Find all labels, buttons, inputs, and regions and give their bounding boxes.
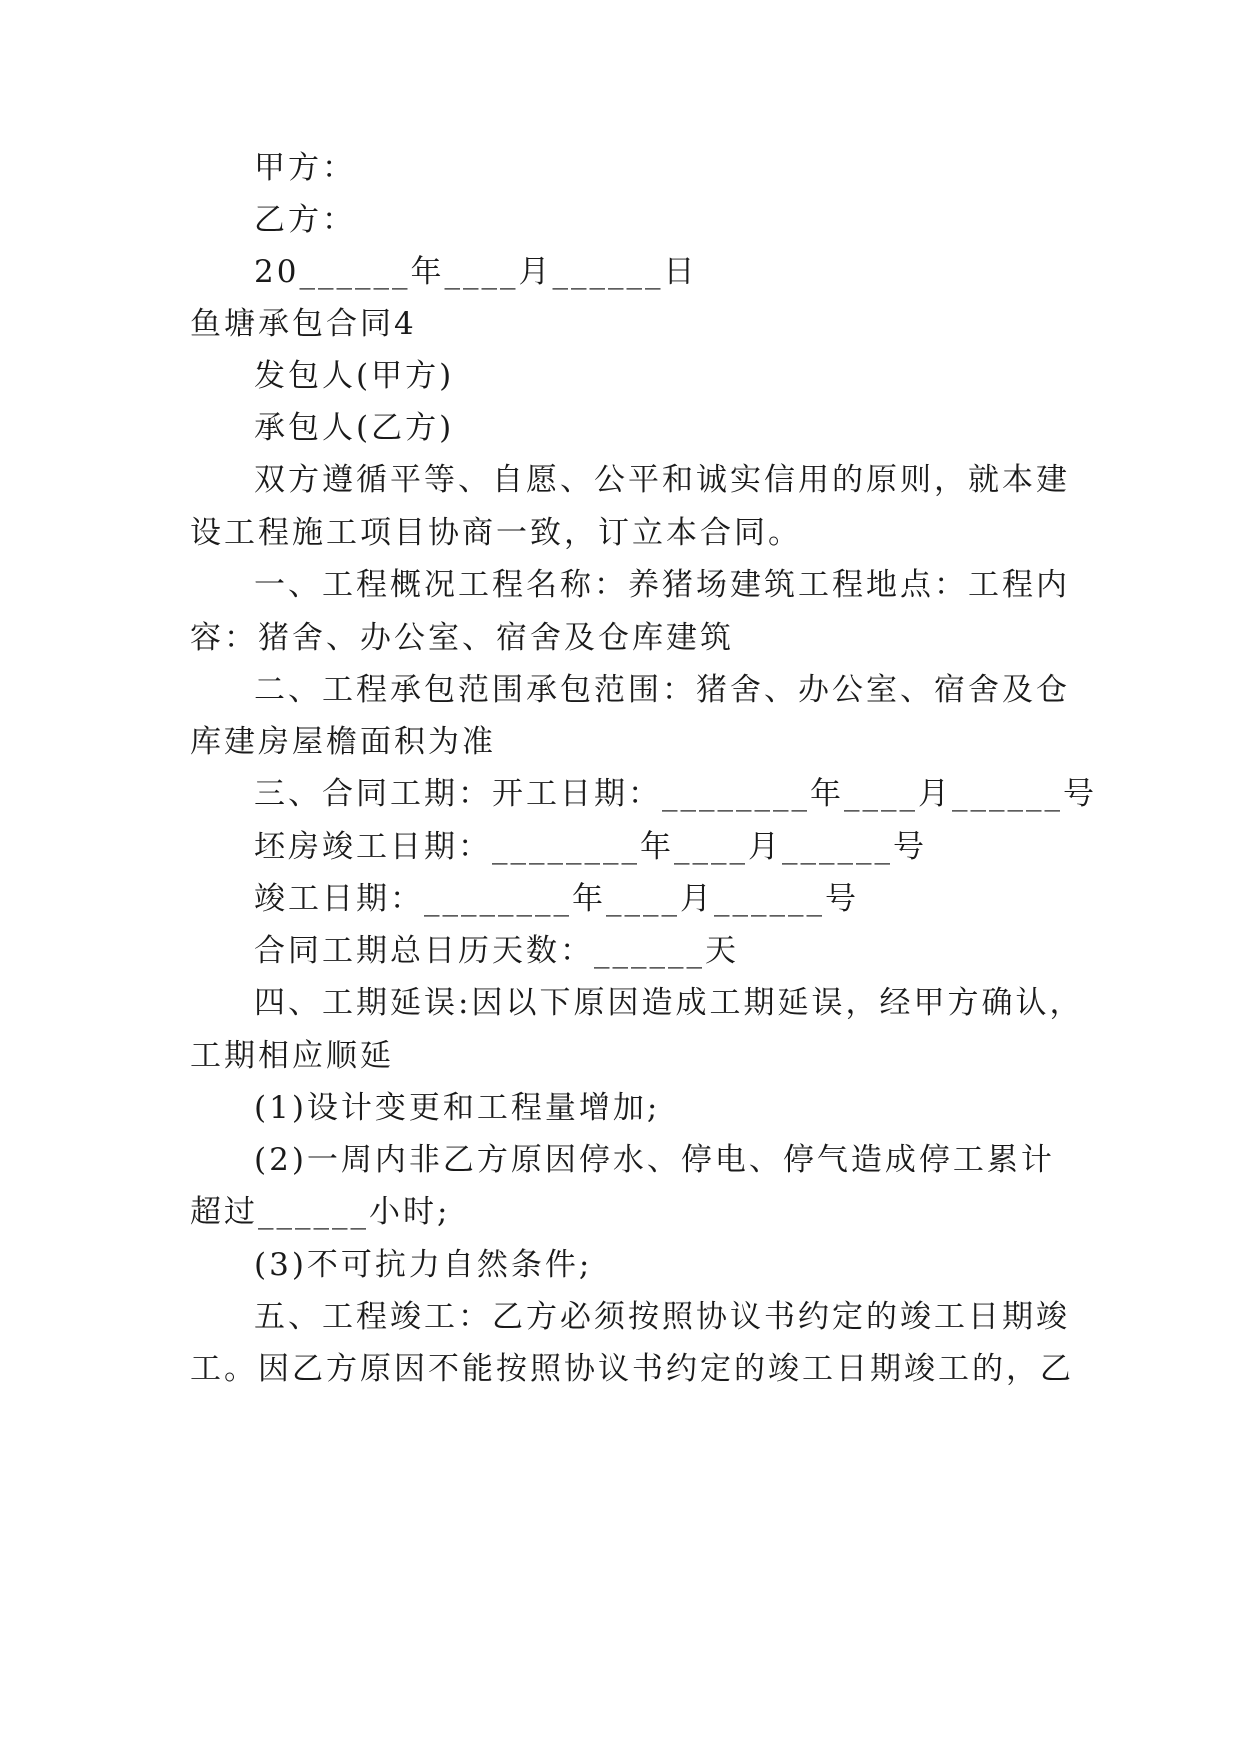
- party-a-line: 甲方：: [254, 150, 356, 186]
- paragraph-text: 设工程施工项目协商一致，订立本合同。: [190, 515, 802, 551]
- paragraph-text: 二、工程承包范围承包范围：猪舍、办公室、宿舍及仓: [254, 672, 1070, 708]
- paragraph-text: 四、工期延误:因以下原因造成工期延误，经甲方确认，: [254, 985, 1084, 1021]
- paragraph-text: 一、工程概况工程名称：养猪场建筑工程地点：工程内: [254, 567, 1070, 603]
- contractor-line: 承包人(乙方): [254, 410, 455, 446]
- contractor-issuer-line: 发包人(甲方): [254, 358, 455, 394]
- party-b-line: 乙方：: [254, 202, 356, 238]
- total-days-line: 合同工期总日历天数：______天: [254, 933, 739, 969]
- list-item: (2)一周内非乙方原因停水、停电、停气造成停工累计: [254, 1142, 1055, 1178]
- date-line: 20______年____月______日: [254, 254, 698, 290]
- list-item-continuation: 超过______小时;: [190, 1194, 451, 1230]
- section-title: 鱼塘承包合同4: [190, 306, 417, 342]
- start-date-line: 三、合同工期：开工日期：________年____月______号: [254, 776, 1097, 812]
- list-item: (1)设计变更和工程量增加;: [254, 1090, 661, 1126]
- paragraph-text: 库建房屋檐面积为准: [190, 724, 496, 760]
- shell-completion-date-line: 坯房竣工日期：________年____月______号: [254, 829, 927, 865]
- paragraph-text: 双方遵循平等、自愿、公平和诚实信用的原则，就本建: [254, 462, 1070, 498]
- completion-date-line: 竣工日期：________年____月______号: [254, 881, 859, 917]
- paragraph-text: 工。因乙方原因不能按照协议书约定的竣工日期竣工的，乙: [190, 1351, 1074, 1387]
- paragraph-text: 工期相应顺延: [190, 1038, 394, 1074]
- paragraph-text: 容：猪舍、办公室、宿舍及仓库建筑: [190, 620, 734, 656]
- paragraph-text: 五、工程竣工：乙方必须按照协议书约定的竣工日期竣: [254, 1299, 1070, 1335]
- list-item: (3)不可抗力自然条件;: [254, 1247, 593, 1283]
